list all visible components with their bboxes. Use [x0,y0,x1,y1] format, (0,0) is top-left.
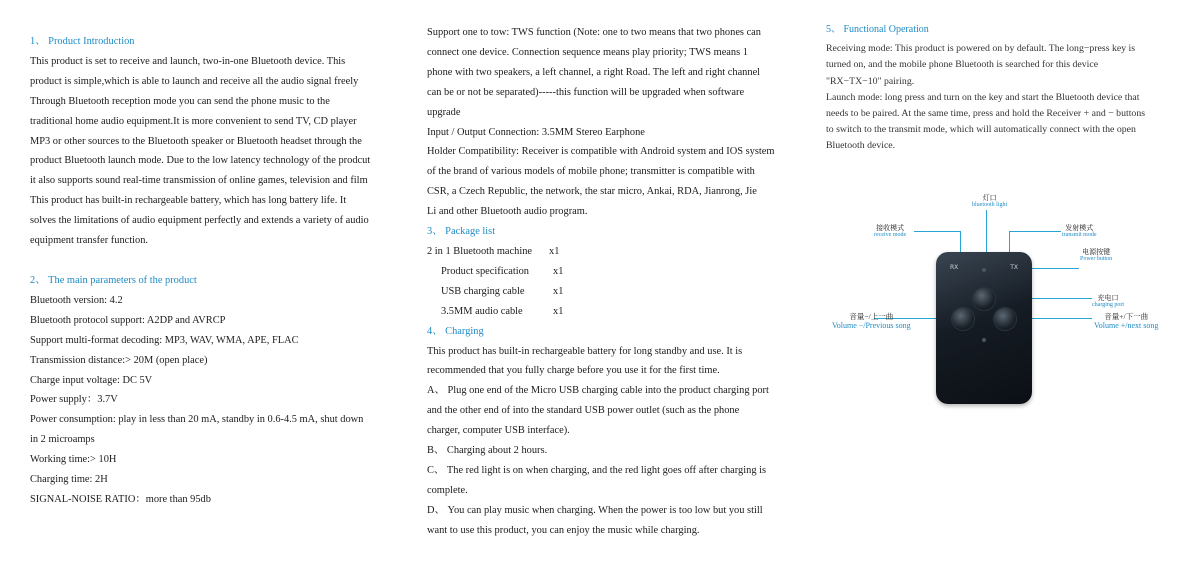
text-line: solves the limitations of audio equipment perfectly and extends a variety of audio [30,215,369,227]
text-line: Transmission distance:> 20M (open place) [30,354,208,366]
label-volume-minus: 音量−/上一曲 Volume −/Previous song [832,312,911,330]
text-line: A、 Plug one end of the Micro USB charging cable into the product charging port [427,385,769,397]
text-line: Support one to tow: TWS function (Note: one to two means that two phones can [427,27,761,38]
charging-text [427,342,799,541]
text-line: B、 Charging about 2 hours. [427,445,548,457]
package-item-name: 3.5MM audio cable [441,305,523,317]
text-line: Charging time: 2H [30,474,108,486]
text-line: This product is set to receive and launch, two-in-one Bluetooth device. This [30,55,346,67]
text-line: Holder Compatibility: Receiver is compatible with Android system and IOS system [427,146,775,158]
label-bluetooth-light: 灯口 bluetooth light [972,194,1008,208]
package-item-qty: x1 [553,285,564,297]
package-item [427,282,799,302]
leader-line-transmit [1009,231,1061,232]
volume-plus-button-icon [994,308,1016,330]
text-line: MP3 or other sources to the Bluetooth speaker or Bluetooth headset through the [30,135,362,147]
package-item-qty: x1 [553,305,564,317]
package-item [427,302,799,322]
leader-line-charging [1032,298,1092,299]
power-button-icon [973,288,995,310]
label-power-button: 电源按键 Power button [1080,248,1113,262]
text-line: product is simple,which is able to launch and receive all the audio signal freely [30,75,359,87]
bluetooth-light-icon [982,268,986,272]
text-line: connect one device. Connection sequence means play priority; TWS means 1 [427,46,748,58]
functional-operation-text [826,41,1176,154]
text-line: in 2 microamps [30,434,95,446]
text-line: phone with two speakers, a left channel, a right Road. The left and right channel [427,66,761,78]
text-line: Li and other Bluetooth audio program. [427,206,588,218]
device-diagram [826,180,1176,420]
text-line: Through Bluetooth reception mode you can send the phone music to the [30,95,330,107]
package-item-qty: x1 [553,265,564,277]
label-receive-mode: 接收模式 receive mode [874,224,907,238]
package-item [427,242,799,262]
text-line: can be or not be separated)-----this function will be upgraded when software [427,86,745,98]
text-line: turned on, and the mobile phone Bluetooth is searched for this device [826,59,1099,71]
device-rx-text: RX [950,264,959,271]
text-line: Support multi-format decoding: MP3, WAV, WMA, APE, FLAC [30,334,299,346]
text-line: complete. [427,484,468,496]
text-line: C、 The red light is on when charging, and the red light goes off after charging is [427,464,767,476]
text-line: to switch to the transmit mode, which will automatically connect with the open [826,124,1136,136]
text-line: Power consumption: play in less than 20 mA, standby in 0.6-4.5 mA, shut down [30,414,364,426]
text-line: Working time:> 10H [30,454,117,466]
text-line: recommended that you fully charge before you use it for the first time. [427,365,720,377]
text-line: Launch mode: long press and turn on the key and start the Bluetooth device that [826,91,1140,103]
text-line: Power supply：3.7V [30,394,118,406]
label-volume-plus: 音量+/下一曲 Volume +/next song [1094,312,1159,330]
package-item-name: Product specification [441,265,530,277]
text-line: "RX−TX−10" pairing. [826,75,915,87]
text-line: Charge input voltage: DC 5V [30,374,153,386]
text-line: This product has built-in rechargeable battery, which has long battery life. It [30,195,347,207]
text-line: SIGNAL-NOISE RATIO：more than 95db [30,493,211,505]
charging-port-icon [982,338,986,342]
text-line: traditional home audio equipment.It is more convenient to send TV, CD player [30,115,357,127]
text-line: upgrade [427,106,461,118]
tws-and-compatibility-text [427,23,799,222]
text-line: product Bluetooth launch mode. Due to the low latency technology of the prodcut [30,155,371,167]
package-item-qty: x1 [549,245,560,257]
section-heading-functional-operation: 5、 Functional Operation [826,24,929,35]
text-line: needs to be paired. At the same time, press and hold the Receiver + and − buttons [826,108,1146,120]
section-heading-introduction: 1、 Product Introduction [30,36,135,47]
leader-line-receive [914,231,960,232]
leader-line-light [986,210,987,254]
introduction-text [30,52,402,251]
column-right [826,22,1176,155]
parameters-list [30,291,402,510]
column-left [30,32,402,510]
package-list [427,242,799,322]
text-line: of the brand of various models of mobile phone; transmitter is compatible with [427,166,755,178]
bluetooth-device-image [936,252,1032,404]
volume-minus-button-icon [952,308,974,330]
column-middle [427,23,799,541]
text-line: charger, computer USB interface). [427,425,570,437]
text-line: want to use this product, you can enjoy the music while charging. [427,524,700,536]
text-line: Receiving mode: This product is powered on by default. The long−press key is [826,43,1136,55]
section-heading-package-list: 3、 Package list [427,226,496,238]
section-heading-parameters: 2、 The main parameters of the product [30,274,197,286]
text-line: and the other end of into the standard USB power outlet (such as the phone [427,405,740,417]
text-line: it also supports sound real-time transmission of online games, television and film [30,175,368,187]
package-item-name: 2 in 1 Bluetooth machine [427,245,533,257]
text-line: Bluetooth device. [826,140,896,152]
text-line: D、 You can play music when charging. When the power is too low but you still [427,504,763,516]
package-item-name: USB charging cable [441,285,525,297]
text-line: equipment transfer function. [30,235,149,247]
text-line: Input / Output Connection: 3.5MM Stereo Earphone [427,126,645,138]
section-heading-charging: 4、 Charging [427,325,484,337]
text-line: Bluetooth protocol support: A2DP and AVRCP [30,314,226,326]
label-charging-port: 充电口 charging port [1092,294,1125,308]
text-line: Bluetooth version: 4.2 [30,294,123,306]
label-transmit-mode: 发射模式 transmit mode [1062,224,1097,238]
device-tx-text: TX [1010,264,1018,271]
text-line: This product has built-in rechargeable battery for long standby and use. It is [427,345,743,357]
text-line: CSR, a Czech Republic, the network, the star micro, Ankai, RDA, Jianrong, Jie [427,186,757,198]
package-item [427,262,799,282]
